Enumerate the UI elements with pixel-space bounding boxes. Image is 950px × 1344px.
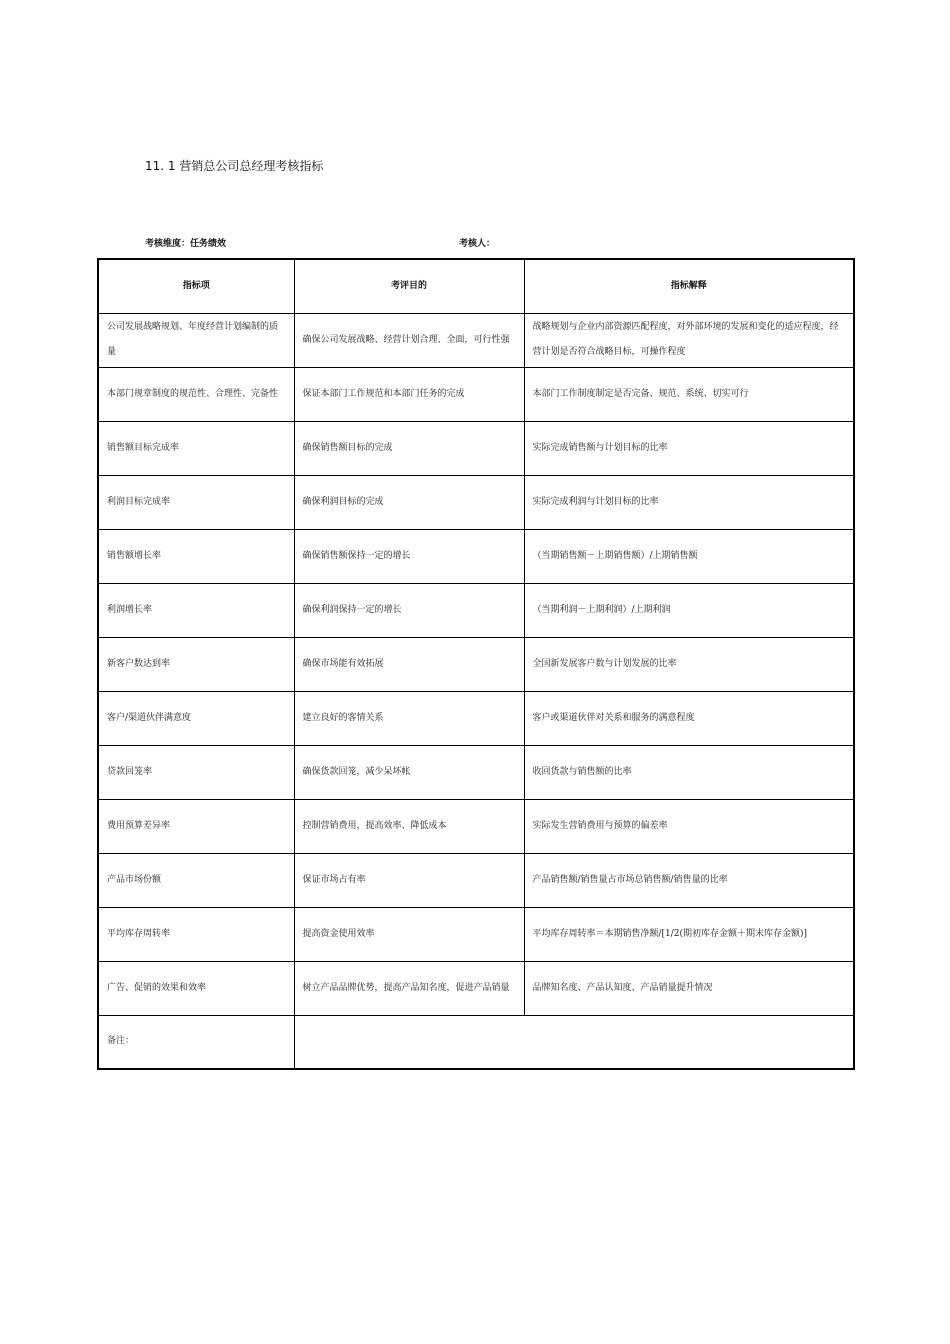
explanation-cell: （当期销售额－上期销售额）/上期销售额 (524, 529, 854, 583)
explanation-cell: 客户或渠道伙伴对关系和服务的满意程度 (524, 691, 854, 745)
purpose-cell: 确保销售额保持一定的增长 (294, 529, 524, 583)
explanation-cell: （当期利润－上期利润）/上期利润 (524, 583, 854, 637)
indicator-cell: 广告、促销的效果和效率 (98, 961, 294, 1015)
indicator-cell: 产品市场份额 (98, 853, 294, 907)
document-title: 11. 1 营销总公司总经理考核指标 (145, 159, 324, 173)
table-row (98, 583, 854, 637)
remarks-field (294, 1015, 854, 1069)
explanation-cell: 全国新发展客户数与计划发展的比率 (524, 637, 854, 691)
purpose-cell: 确保利润保持一定的增长 (294, 583, 524, 637)
table-row (98, 745, 854, 799)
purpose-cell: 保证市场占有率 (294, 853, 524, 907)
assessment-dimension-label: 考核维度：任务绩效 (145, 239, 227, 249)
purpose-cell: 确保销售额目标的完成 (294, 421, 524, 475)
purpose-cell: 保证本部门工作规范和本部门任务的完成 (294, 367, 524, 421)
indicator-cell: 平均库存周转率 (98, 907, 294, 961)
indicator-cell: 客户/渠道伙伴满意度 (98, 691, 294, 745)
explanation-cell: 战略规划与企业内部资源匹配程度，对外部环境的发展和变化的适应程度，经营计划是否符合战略目标，可操作程度 (524, 313, 854, 367)
assessor-label: 考核人： (459, 239, 496, 249)
table-row (98, 529, 854, 583)
explanation-cell: 收回货款与销售额的比率 (524, 745, 854, 799)
table-row (98, 799, 854, 853)
table-header-row (98, 259, 854, 313)
explanation-cell: 实际完成利润与计划目标的比率 (524, 475, 854, 529)
table-row (98, 421, 854, 475)
indicator-cell: 利润目标完成率 (98, 475, 294, 529)
remarks-label: 备注： (98, 1015, 294, 1069)
indicator-cell: 费用预算差异率 (98, 799, 294, 853)
explanation-cell: 产品销售额/销售量占市场总销售额/销售量的比率 (524, 853, 854, 907)
indicator-cell: 销售额目标完成率 (98, 421, 294, 475)
table-row (98, 367, 854, 421)
kpi-table (97, 258, 855, 1070)
explanation-cell: 品牌知名度、产品认知度、产品销量提升情况 (524, 961, 854, 1015)
table-row (98, 313, 854, 367)
indicator-cell: 公司发展战略规划、年度经营计划编制的质量 (98, 313, 294, 367)
table-row (98, 637, 854, 691)
indicator-cell: 贷款回笼率 (98, 745, 294, 799)
purpose-cell: 确保利润目标的完成 (294, 475, 524, 529)
purpose-cell: 建立良好的客情关系 (294, 691, 524, 745)
table-row (98, 475, 854, 529)
purpose-cell: 树立产品品牌优势，提高产品知名度，促进产品销量 (294, 961, 524, 1015)
indicator-cell: 新客户数达到率 (98, 637, 294, 691)
header-explanation: 指标解释 (524, 259, 854, 313)
table-row (98, 907, 854, 961)
table-row (98, 961, 854, 1015)
explanation-cell: 实际完成销售额与计划目标的比率 (524, 421, 854, 475)
indicator-cell: 本部门规章制度的规范性、合理性、完备性 (98, 367, 294, 421)
remarks-row (98, 1015, 854, 1069)
header-purpose: 考评目的 (294, 259, 524, 313)
explanation-cell: 实际发生营销费用与预算的偏差率 (524, 799, 854, 853)
indicator-cell: 销售额增长率 (98, 529, 294, 583)
purpose-cell: 提高资金使用效率 (294, 907, 524, 961)
purpose-cell: 确保货款回笼，减少呆坏帐 (294, 745, 524, 799)
table-row (98, 691, 854, 745)
header-indicator: 指标项 (98, 259, 294, 313)
purpose-cell: 确保公司发展战略、经营计划合理、全面，可行性强 (294, 313, 524, 367)
purpose-cell: 控制营销费用，提高效率、降低成本 (294, 799, 524, 853)
explanation-cell: 本部门工作制度制定是否完备、规范、系统、切实可行 (524, 367, 854, 421)
table-row (98, 853, 854, 907)
indicator-cell: 利润增长率 (98, 583, 294, 637)
explanation-cell: 平均库存周转率＝本期销售净额/[1/2(期初库存金额＋期末库存金额)] (524, 907, 854, 961)
purpose-cell: 确保市场能有效拓展 (294, 637, 524, 691)
